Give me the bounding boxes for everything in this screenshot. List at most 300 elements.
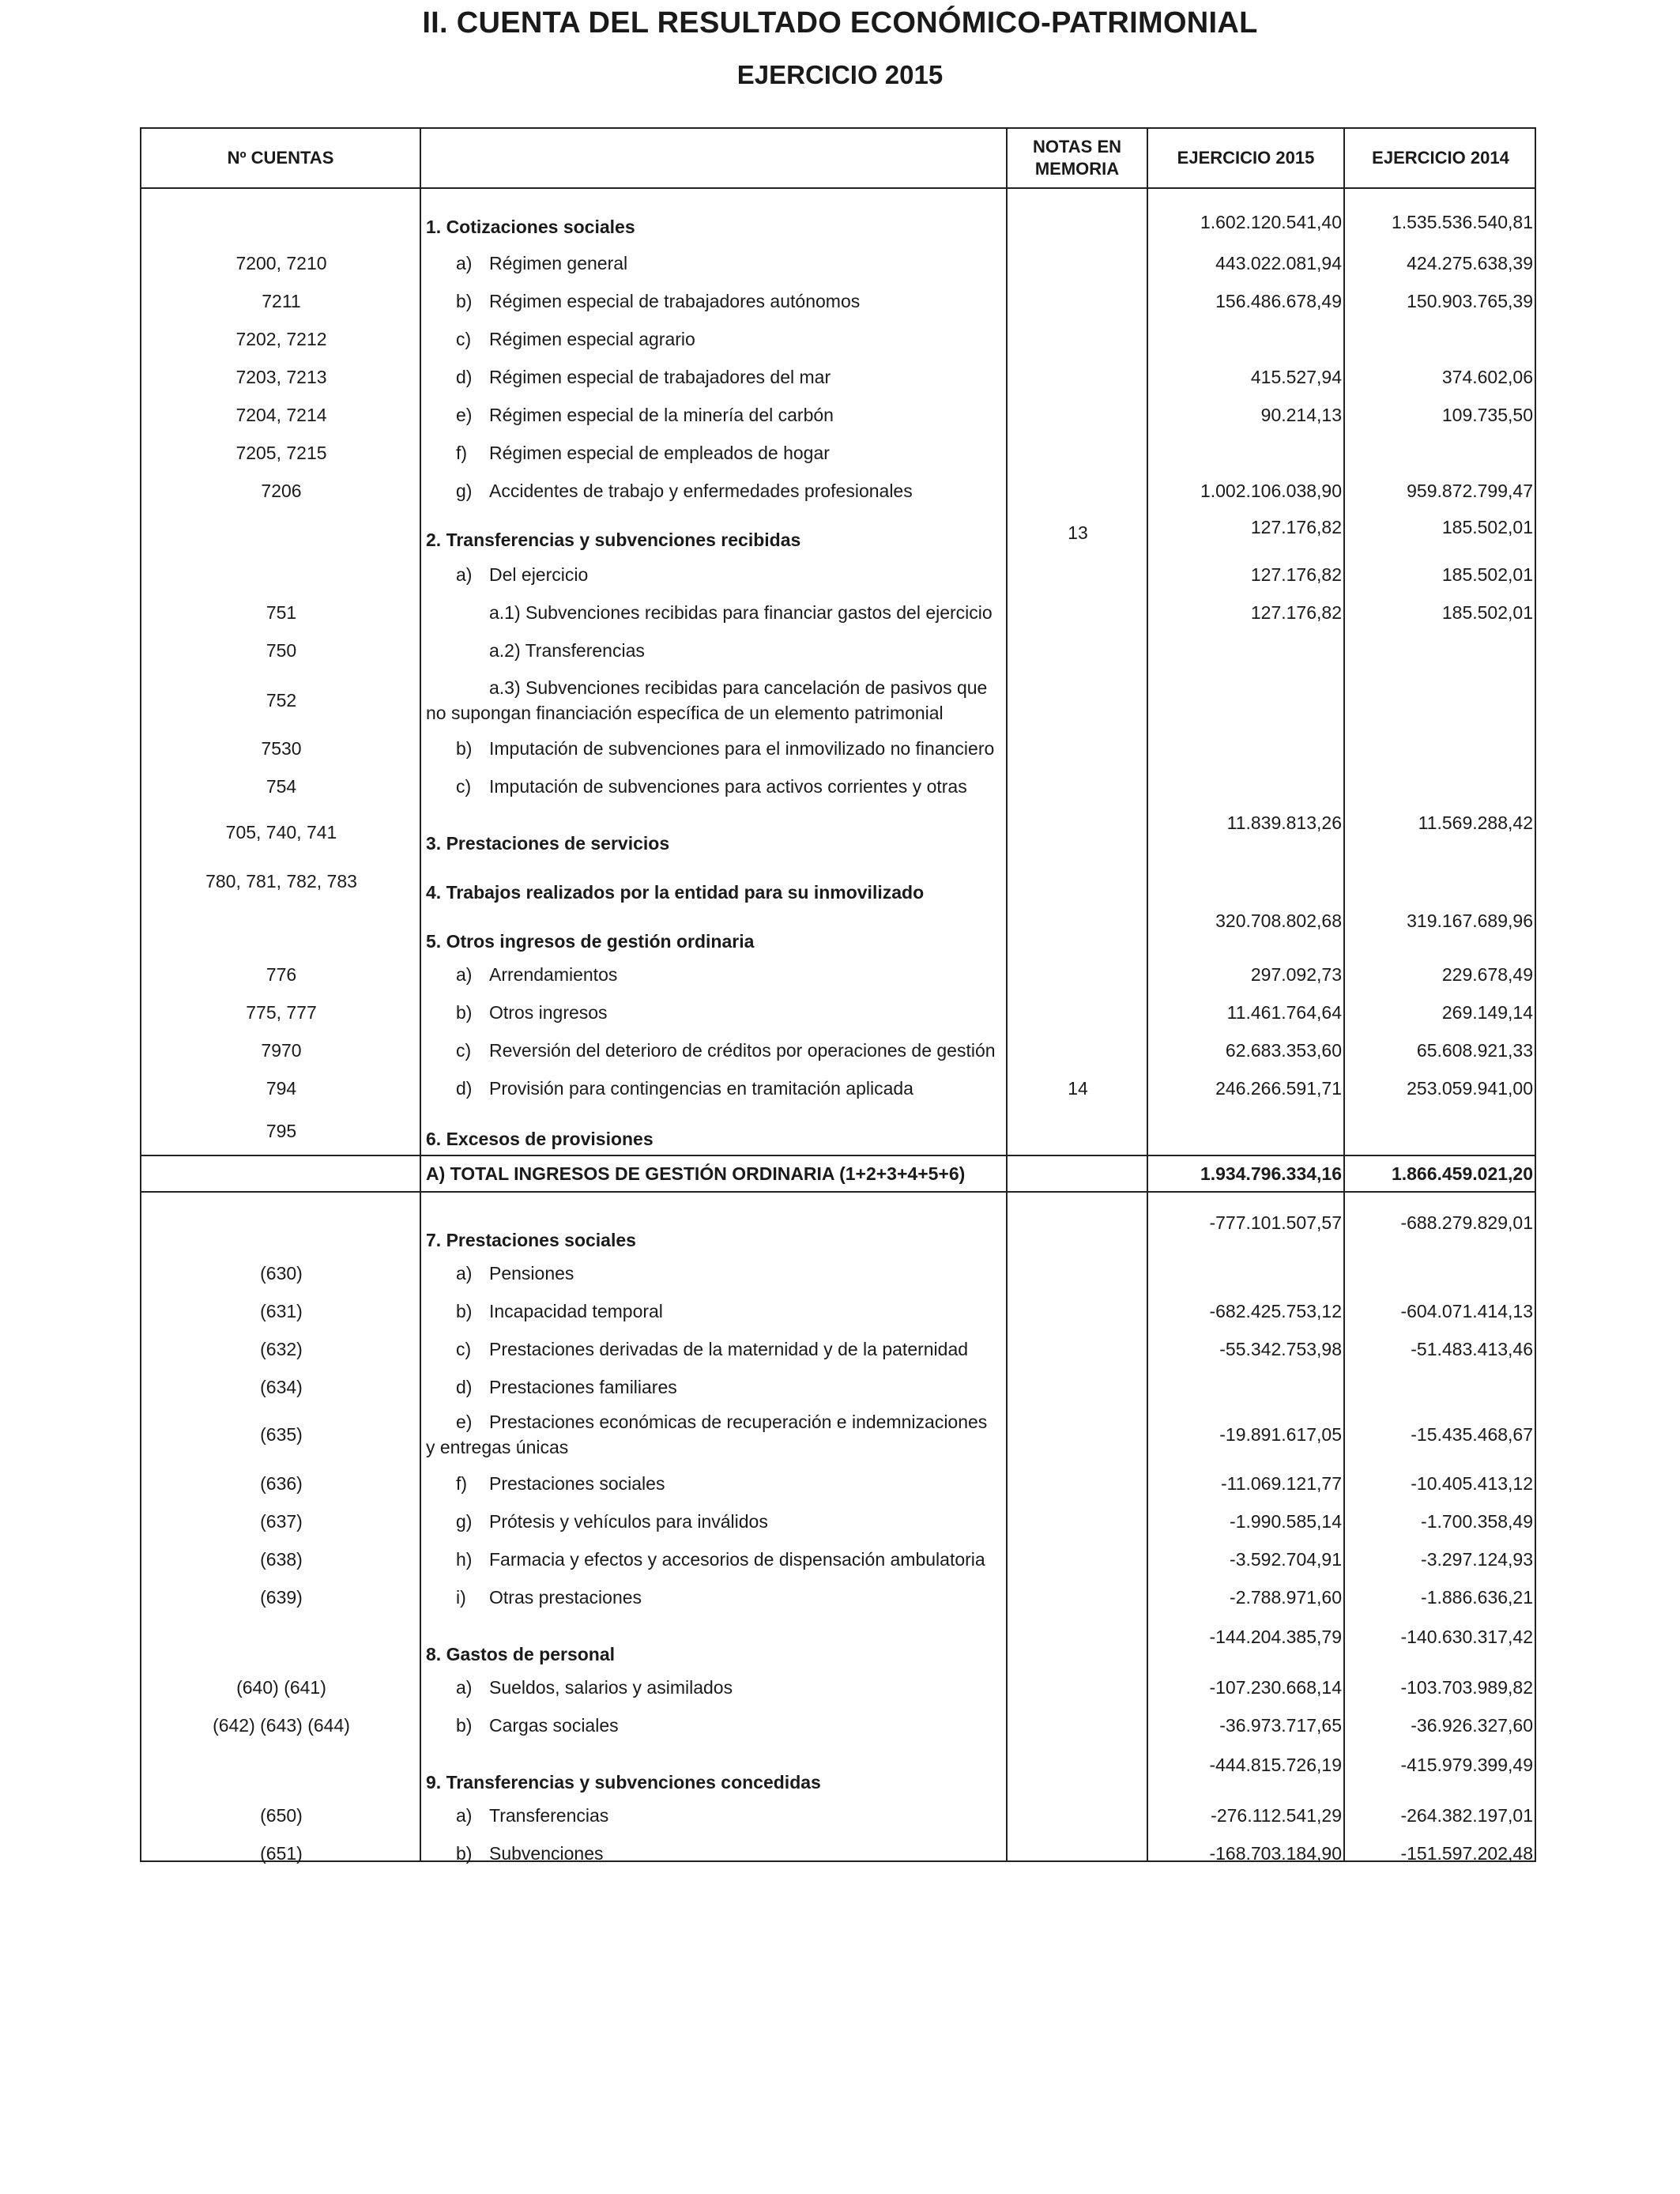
account-codes: 705, 740, 741 — [225, 822, 337, 843]
table-row — [141, 358, 1535, 396]
item-letter: b) — [456, 291, 473, 311]
label-text: Imputación de subvenciones para el inmovilizado no financiero — [489, 738, 995, 759]
concept-label — [426, 282, 1003, 320]
item-letter: d) — [456, 1377, 473, 1397]
value-2015: 11.461.764,64 — [1226, 1002, 1342, 1023]
table-row — [141, 1502, 1535, 1540]
label-text: Prestaciones derivadas de la maternidad y de la paternidad — [489, 1339, 969, 1359]
label-text: Imputación de subvenciones para activos corrientes y otras — [489, 776, 967, 797]
memoria-note — [1009, 556, 1147, 594]
memoria-note — [1009, 396, 1147, 434]
table-row — [141, 244, 1535, 282]
item-letter: h) — [456, 1549, 473, 1570]
table-row — [141, 858, 1535, 905]
memoria-note — [1009, 244, 1147, 282]
account-codes: (639) — [260, 1587, 303, 1608]
value-2015 — [1150, 1254, 1342, 1292]
value-2014: 319.167.689,96 — [1407, 910, 1533, 931]
item-letter: g) — [456, 481, 473, 501]
value-2014: -688.279.829,01 — [1400, 1212, 1533, 1233]
memoria-note — [1009, 907, 1147, 954]
value-2015 — [1150, 631, 1342, 669]
concept-label — [426, 1330, 1003, 1368]
concept-label — [426, 1540, 1003, 1578]
value-2015 — [1150, 1110, 1342, 1153]
concept-label — [426, 1502, 1003, 1540]
label-text: 6. Excesos de provisiones — [426, 1129, 654, 1149]
memoria-note — [1009, 1031, 1147, 1069]
concept-label — [426, 244, 1003, 282]
value-2015: -444.815.726,19 — [1209, 1755, 1342, 1775]
memoria-note: 14 — [1068, 1078, 1088, 1099]
label-text: a.2) Transferencias — [489, 640, 645, 661]
value-2015: -36.973.717,65 — [1219, 1715, 1342, 1736]
concept-label — [426, 1254, 1003, 1292]
value-2014: -264.382.197,01 — [1400, 1805, 1533, 1826]
value-2015: 320.708.802,68 — [1215, 910, 1342, 931]
table-row — [141, 1578, 1535, 1616]
concept-label — [426, 1668, 1003, 1706]
concept-label — [426, 1406, 1003, 1463]
value-2014 — [1347, 320, 1533, 358]
value-2015: 1.934.796.334,16 — [1200, 1163, 1342, 1184]
header-notas-line1: NOTAS EN — [1032, 137, 1122, 156]
value-2014: 185.502,01 — [1441, 602, 1533, 623]
value-2015: 90.214,13 — [1260, 405, 1342, 425]
memoria-note — [1009, 1254, 1147, 1292]
table-row — [141, 956, 1535, 993]
memoria-note — [1009, 729, 1147, 767]
table-row — [141, 1834, 1535, 1872]
item-letter: a) — [456, 253, 473, 273]
memoria-note — [1009, 208, 1147, 239]
value-2015 — [1150, 767, 1342, 805]
account-codes: (651) — [260, 1843, 303, 1864]
value-2014 — [1347, 1368, 1533, 1406]
label-text: 3. Prestaciones de servicios — [426, 833, 670, 854]
value-2014: -36.926.327,60 — [1411, 1715, 1533, 1736]
total-row — [141, 1156, 1535, 1191]
account-codes: (634) — [260, 1377, 303, 1397]
label-line2: y entregas únicas — [426, 1437, 569, 1457]
memoria-note — [1009, 1406, 1147, 1463]
table-row — [141, 1540, 1535, 1578]
table-row — [141, 208, 1535, 239]
table-row — [141, 472, 1535, 510]
value-2014: -1.700.358,49 — [1421, 1511, 1533, 1532]
account-codes: 7206 — [261, 481, 302, 501]
concept-label — [426, 858, 1003, 907]
table-row — [141, 907, 1535, 954]
value-2015: -19.891.617,05 — [1219, 1424, 1342, 1445]
table-row — [141, 729, 1535, 767]
value-2014: 11.569.288,42 — [1418, 812, 1533, 833]
value-2015: -55.342.753,98 — [1219, 1339, 1342, 1359]
memoria-note — [1009, 1110, 1147, 1152]
label-text: A) TOTAL INGRESOS DE GESTIÓN ORDINARIA (1+2+3+4+5+6) — [426, 1163, 966, 1184]
memoria-note — [1009, 1368, 1147, 1406]
header-divider — [141, 187, 1535, 189]
value-2015: 127.176,82 — [1250, 602, 1342, 623]
value-2014: -10.405.413,12 — [1411, 1473, 1533, 1494]
memoria-note — [1009, 358, 1147, 396]
concept-label — [426, 396, 1003, 434]
value-2015: 11.839.813,26 — [1226, 812, 1342, 833]
results-table — [140, 127, 1536, 1862]
label-text: Régimen especial agrario — [489, 329, 695, 349]
account-codes: 7205, 7215 — [235, 443, 327, 463]
value-2014: 424.275.638,39 — [1407, 253, 1533, 273]
concept-label — [426, 673, 1003, 728]
item-letter: c) — [456, 1339, 472, 1359]
concept-label — [426, 1751, 1003, 1796]
concept-label — [426, 556, 1003, 594]
label-text: 5. Otros ingresos de gestión ordinaria — [426, 931, 755, 952]
table-row — [141, 1330, 1535, 1368]
memoria-note — [1009, 472, 1147, 510]
value-2015: 156.486.678,49 — [1215, 291, 1342, 311]
account-codes: (640) (641) — [236, 1677, 326, 1698]
value-2014: -140.630.317,42 — [1400, 1627, 1533, 1647]
label-text: Otros ingresos — [489, 1002, 608, 1023]
table-row — [141, 1069, 1535, 1107]
value-2014: 185.502,01 — [1441, 564, 1533, 585]
value-2015 — [1150, 434, 1342, 472]
account-codes: 7211 — [262, 291, 301, 311]
page-subtitle: EJERCICIO 2015 — [736, 60, 944, 89]
account-codes — [141, 556, 421, 594]
memoria-note — [1009, 993, 1147, 1031]
memoria-note — [1009, 1623, 1147, 1667]
label-line2: no supongan financiación específica de un elemento patrimonial — [426, 703, 944, 723]
item-letter: d) — [456, 367, 473, 387]
item-letter: e) — [456, 405, 473, 425]
label-text: 1. Cotizaciones sociales — [426, 217, 635, 237]
value-2014 — [1347, 767, 1533, 805]
header-notas — [1008, 129, 1147, 187]
table-row — [141, 434, 1535, 472]
account-codes: 7200, 7210 — [235, 253, 327, 273]
value-2015: 1.602.120.541,40 — [1200, 212, 1342, 232]
table-row — [141, 1623, 1535, 1667]
value-2014: 253.059.941,00 — [1407, 1078, 1533, 1099]
value-2014: 150.903.765,39 — [1407, 291, 1533, 311]
value-2015: -168.703.184,90 — [1209, 1843, 1342, 1864]
label-text: Arrendamientos — [489, 964, 618, 985]
account-codes: 794 — [266, 1078, 297, 1099]
table-row — [141, 673, 1535, 728]
account-codes — [141, 1156, 421, 1191]
label-text: Incapacidad temporal — [489, 1301, 663, 1321]
value-2015: 246.266.591,71 — [1215, 1078, 1342, 1099]
account-codes: (632) — [260, 1339, 303, 1359]
table-row — [141, 1368, 1535, 1406]
table-row — [141, 993, 1535, 1031]
label-text: Régimen especial de la minería del carbón — [489, 405, 834, 425]
label-line1: a.3) Subvenciones recibidas para cancelación de pasivos que — [489, 677, 988, 698]
account-codes — [141, 208, 421, 239]
account-codes: (630) — [260, 1263, 303, 1284]
label-text: Del ejercicio — [489, 564, 589, 585]
account-codes — [141, 1623, 421, 1667]
value-2014: 109.735,50 — [1441, 405, 1533, 425]
value-2015: -777.101.507,57 — [1209, 1212, 1342, 1233]
value-2014: 269.149,14 — [1441, 1002, 1533, 1023]
concept-label — [426, 594, 1003, 631]
value-2014 — [1347, 1110, 1533, 1153]
label-text: 7. Prestaciones sociales — [426, 1230, 636, 1250]
value-2014: -604.071.414,13 — [1400, 1301, 1533, 1321]
item-letter: a) — [456, 964, 473, 985]
account-codes: 7204, 7214 — [235, 405, 327, 425]
concept-label — [426, 1156, 1003, 1191]
account-codes: 795 — [266, 1121, 297, 1141]
memoria-note — [1009, 594, 1147, 631]
header-ejercicio-2015: EJERCICIO 2015 — [1177, 148, 1315, 168]
value-2014: 1.866.459.021,20 — [1391, 1163, 1533, 1184]
table-row — [141, 1406, 1535, 1463]
label-text: Reversión del deterioro de créditos por operaciones de gestión — [489, 1040, 996, 1061]
table-row — [141, 1751, 1535, 1795]
account-codes: (636) — [260, 1473, 303, 1494]
label-text: Cargas sociales — [489, 1715, 619, 1736]
value-2014: 65.608.921,33 — [1416, 1040, 1533, 1061]
value-2014: -3.297.124,93 — [1421, 1549, 1533, 1570]
memoria-note — [1009, 673, 1147, 728]
value-2014: -415.979.399,49 — [1400, 1755, 1533, 1775]
memoria-note — [1009, 1465, 1147, 1502]
account-codes: (642) (643) (644) — [213, 1715, 350, 1736]
label-text: Subvenciones — [489, 1843, 604, 1864]
table-row — [141, 1110, 1535, 1152]
memoria-note — [1009, 1578, 1147, 1616]
concept-label — [426, 208, 1003, 241]
table-row — [141, 1208, 1535, 1253]
concept-label — [426, 513, 1003, 554]
concept-label — [426, 1292, 1003, 1330]
page-title: II. CUENTA DEL RESULTADO ECONÓMICO-PATRIMONIAL — [422, 6, 1258, 40]
account-codes: (638) — [260, 1549, 303, 1570]
memoria-note — [1009, 1208, 1147, 1253]
concept-label — [426, 1368, 1003, 1406]
label-text: Transferencias — [489, 1805, 609, 1826]
value-2015 — [1150, 320, 1342, 358]
header-cuentas: Nº CUENTAS — [227, 148, 334, 168]
item-letter: f) — [456, 443, 468, 463]
value-2014 — [1347, 1254, 1533, 1292]
table-row — [141, 556, 1535, 594]
concept-label — [426, 809, 1003, 858]
account-codes: 751 — [266, 602, 297, 623]
concept-label — [426, 956, 1003, 993]
item-letter: i) — [456, 1587, 466, 1608]
label-text: 8. Gastos de personal — [426, 1644, 616, 1664]
value-2014: 229.678,49 — [1441, 964, 1533, 985]
account-codes: (637) — [260, 1511, 303, 1532]
item-letter: b) — [456, 738, 473, 759]
item-letter: b) — [456, 1301, 473, 1321]
value-2015: 1.002.106.038,90 — [1200, 481, 1342, 501]
memoria-note — [1009, 1540, 1147, 1578]
memoria-note — [1009, 1706, 1147, 1744]
value-2014: 1.535.536.540,81 — [1391, 212, 1533, 232]
memoria-note — [1009, 1292, 1147, 1330]
label-text: Régimen especial de empleados de hogar — [489, 443, 830, 463]
value-2014: 374.602,06 — [1441, 367, 1533, 387]
table-row — [141, 1796, 1535, 1834]
account-codes — [141, 1751, 421, 1795]
item-letter: c) — [456, 1040, 472, 1061]
label-text: Prestaciones familiares — [489, 1377, 677, 1397]
item-letter: a) — [456, 1263, 473, 1284]
label-text: Régimen especial de trabajadores del mar — [489, 367, 831, 387]
account-codes: 752 — [266, 690, 297, 711]
table-row — [141, 1668, 1535, 1706]
concept-label — [426, 1578, 1003, 1616]
table-row — [141, 1254, 1535, 1292]
value-2015: -276.112.541,29 — [1211, 1805, 1342, 1826]
memoria-note — [1009, 767, 1147, 805]
value-2014: -51.483.413,46 — [1411, 1339, 1533, 1359]
account-codes: 776 — [266, 964, 297, 985]
value-2015: -2.788.971,60 — [1230, 1587, 1342, 1608]
header-ejercicio-2014: EJERCICIO 2014 — [1372, 148, 1509, 168]
total-bottom-divider — [141, 1191, 1535, 1193]
memoria-note — [1009, 1668, 1147, 1706]
value-2014: -1.886.636,21 — [1421, 1587, 1533, 1608]
label-text: Prestaciones sociales — [489, 1473, 665, 1494]
value-2014: -151.597.202,48 — [1400, 1843, 1533, 1864]
concept-label — [426, 1208, 1003, 1254]
wrapped-label — [426, 1409, 987, 1460]
account-codes: 7970 — [261, 1040, 302, 1061]
concept-label — [426, 320, 1003, 358]
label-text: a.1) Subvenciones recibidas para financiar gastos del ejercicio — [489, 602, 993, 623]
memoria-note — [1009, 956, 1147, 993]
concept-label — [426, 434, 1003, 472]
table-row — [141, 396, 1535, 434]
table-row — [141, 282, 1535, 320]
concept-label — [426, 767, 1003, 805]
value-2015 — [1150, 729, 1342, 767]
account-codes: (635) — [260, 1424, 303, 1445]
value-2015: 297.092,73 — [1250, 964, 1342, 985]
value-2014 — [1347, 729, 1533, 767]
memoria-note — [1009, 282, 1147, 320]
memoria-note — [1009, 434, 1147, 472]
item-letter: g) — [456, 1511, 473, 1532]
value-2015: -682.425.753,12 — [1209, 1301, 1342, 1321]
account-codes: 7203, 7213 — [235, 367, 327, 387]
label-text: Accidentes de trabajo y enfermedades profesionales — [489, 481, 913, 501]
label-text: Otras prestaciones — [489, 1587, 642, 1608]
account-codes — [141, 1208, 421, 1253]
table-row — [141, 513, 1535, 552]
memoria-note — [1009, 1330, 1147, 1368]
table-row — [141, 631, 1535, 669]
value-2015: 62.683.353,60 — [1225, 1040, 1342, 1061]
table-row — [141, 1292, 1535, 1330]
concept-label — [426, 993, 1003, 1031]
item-letter: f) — [456, 1473, 468, 1494]
account-codes — [141, 907, 421, 954]
table-row — [141, 809, 1535, 856]
value-2015: -144.204.385,79 — [1209, 1627, 1342, 1647]
label-text: Régimen especial de trabajadores autónomos — [489, 291, 861, 311]
value-2014 — [1347, 673, 1533, 728]
label-line1: Prestaciones económicas de recuperación e indemnizaciones — [489, 1412, 988, 1432]
label-text: Régimen general — [489, 253, 628, 273]
item-letter: a) — [456, 564, 473, 585]
label-text: Pensiones — [489, 1263, 574, 1284]
item-letter: b) — [456, 1843, 473, 1864]
value-2015: 415.527,94 — [1250, 367, 1342, 387]
table-row — [141, 767, 1535, 805]
value-2014: 185.502,01 — [1441, 517, 1533, 537]
account-codes — [141, 513, 421, 552]
value-2015: 443.022.081,94 — [1215, 253, 1342, 273]
value-2014: -103.703.989,82 — [1400, 1677, 1533, 1698]
label-text: Farmacia y efectos y accesorios de dispensación ambulatoria — [489, 1549, 985, 1570]
wrapped-label — [426, 675, 987, 726]
memoria-note — [1009, 1751, 1147, 1795]
table-row — [141, 1465, 1535, 1502]
item-letter: c) — [456, 329, 472, 349]
concept-label — [426, 1834, 1003, 1872]
account-codes: 754 — [266, 776, 297, 797]
memoria-note — [1009, 1796, 1147, 1834]
memoria-note — [1009, 858, 1147, 905]
concept-label — [426, 1706, 1003, 1744]
concept-label — [426, 472, 1003, 510]
memoria-note — [1009, 1834, 1147, 1872]
memoria-note — [1009, 1502, 1147, 1540]
value-2015: -107.230.668,14 — [1209, 1677, 1342, 1698]
concept-label — [426, 729, 1003, 767]
account-codes: 7530 — [261, 738, 302, 759]
value-2015 — [1150, 858, 1342, 907]
concept-label — [426, 1110, 1003, 1153]
memoria-note — [1009, 1156, 1147, 1191]
value-2014: 959.872.799,47 — [1407, 481, 1533, 501]
concept-label — [426, 1623, 1003, 1668]
value-2015: 127.176,82 — [1250, 517, 1342, 537]
account-codes: (631) — [260, 1301, 303, 1321]
concept-label — [426, 907, 1003, 956]
value-2014 — [1347, 631, 1533, 669]
account-codes: 750 — [266, 640, 297, 661]
table-row — [141, 594, 1535, 631]
label-text: Provisión para contingencias en tramitación aplicada — [489, 1078, 913, 1099]
item-letter: b) — [456, 1715, 473, 1736]
item-letter: b) — [456, 1002, 473, 1023]
concept-label — [426, 358, 1003, 396]
item-letter: e) — [456, 1412, 473, 1432]
item-letter: a) — [456, 1805, 473, 1826]
table-row — [141, 1706, 1535, 1744]
value-2015 — [1150, 1368, 1342, 1406]
label-text: Sueldos, salarios y asimilados — [489, 1677, 733, 1698]
value-2015: 127.176,82 — [1250, 564, 1342, 585]
item-letter: a) — [456, 1677, 473, 1698]
value-2014 — [1347, 434, 1533, 472]
account-codes: 7202, 7212 — [235, 329, 327, 349]
label-text: Prótesis y vehículos para inválidos — [489, 1511, 768, 1532]
account-codes: 775, 777 — [246, 1002, 317, 1023]
table-row — [141, 1031, 1535, 1069]
concept-label — [426, 1069, 1003, 1107]
account-codes: (650) — [260, 1805, 303, 1826]
